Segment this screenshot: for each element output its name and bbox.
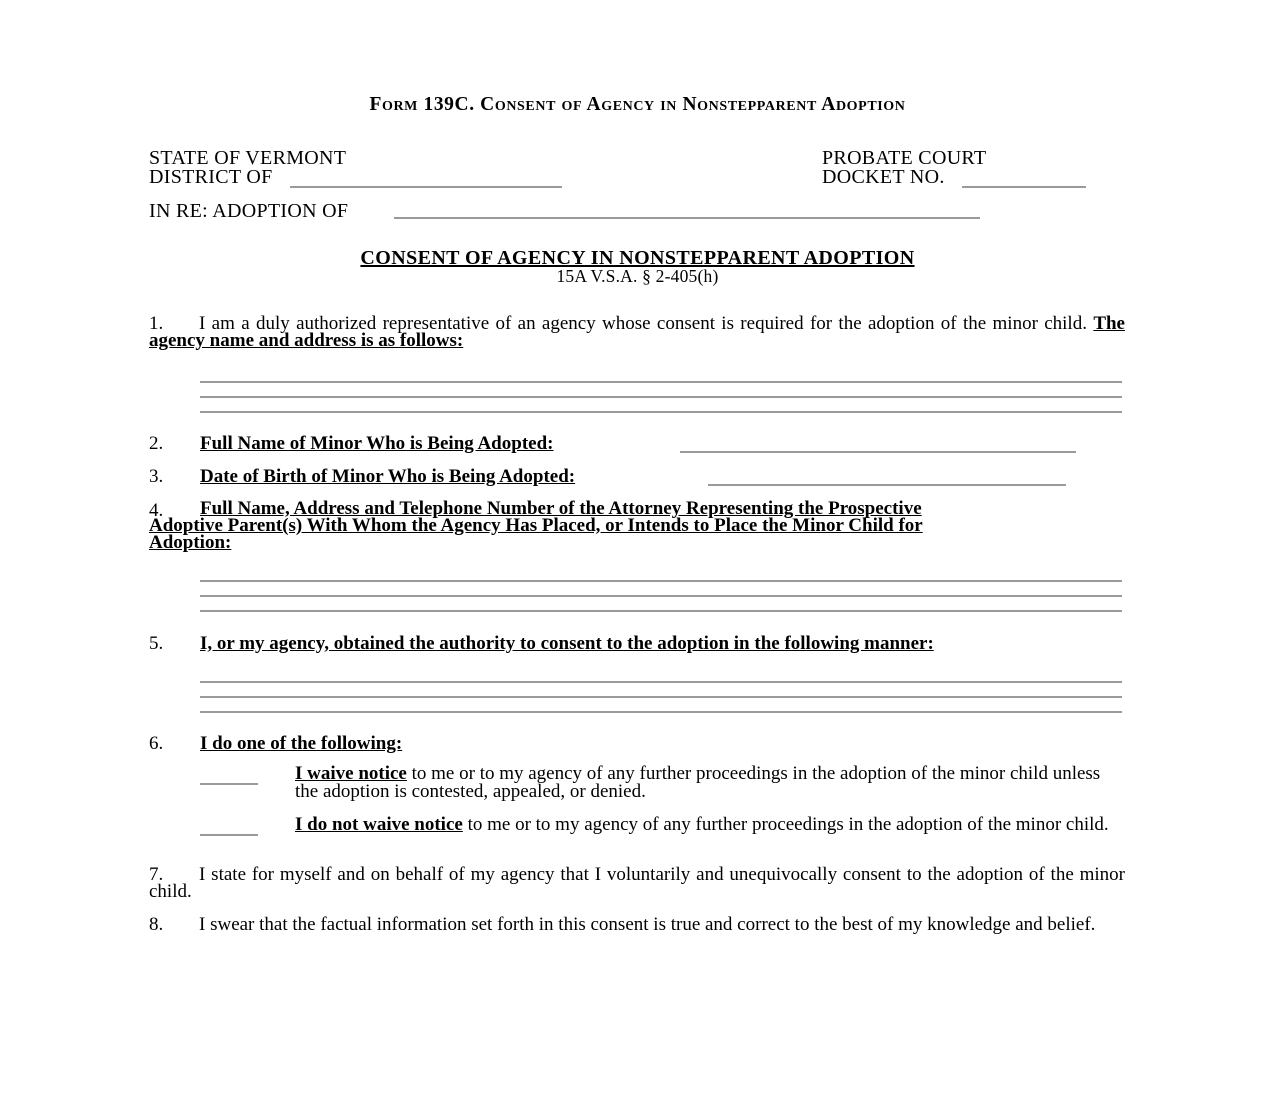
- district-fill-line[interactable]: [290, 186, 562, 188]
- option-a-bold-phrase: I waive notice: [295, 763, 407, 784]
- item-1-number: 1.: [149, 313, 164, 334]
- state-label: STATE OF VERMONT: [149, 147, 347, 169]
- form-title: Form 139C. Consent of Agency in Nonstepparent Adoption: [369, 94, 906, 115]
- item-4-heading-line-3: Adoption:: [149, 532, 232, 553]
- item-1-bold-phrase: The agency name and address is as follows:: [149, 313, 1125, 352]
- answer-line[interactable]: [200, 411, 1122, 413]
- item-2-number: 2.: [149, 433, 164, 454]
- item-6-number: 6.: [149, 733, 164, 754]
- statute-citation: 15A V.S.A. § 2-405(h): [556, 266, 719, 286]
- court-label: PROBATE COURT: [822, 147, 987, 169]
- item-8-number: 8.: [149, 914, 164, 935]
- answer-line[interactable]: [200, 595, 1122, 597]
- item-4-number: 4.: [149, 500, 164, 521]
- option-b-text: to me or to my agency of any further proceedings in the adoption of the minor child.: [462, 814, 1109, 835]
- item-4-heading: [149, 500, 1125, 551]
- item-7: [149, 864, 1125, 903]
- item-7-text: I state for myself and on behalf of my agency that I voluntarily and unequivocally consent to the adoption of the minor child.: [149, 864, 1125, 903]
- answer-line[interactable]: [200, 580, 1122, 582]
- item-5-heading: I, or my agency, obtained the authority to consent to the adoption in the following manner:: [200, 633, 934, 654]
- option-a-checkbox-line[interactable]: [200, 783, 258, 785]
- item-6-heading: I do one of the following:: [200, 733, 403, 754]
- in-re-label: IN RE: ADOPTION OF: [149, 200, 349, 222]
- item-4-heading-line-1: Full Name, Address and Telephone Number of the Attorney Representing the Prospective: [200, 498, 922, 519]
- item-4-heading-line-2: Adoptive Parent(s) With Whom the Agency Has Placed, or Intends to Place the Minor Child for: [149, 515, 923, 536]
- district-label: DISTRICT OF: [149, 166, 273, 188]
- docket-label: DOCKET NO.: [822, 166, 945, 188]
- item-8: [149, 916, 1125, 933]
- answer-line[interactable]: [200, 681, 1122, 683]
- item-3-fill-line[interactable]: [708, 484, 1066, 486]
- option-a: [295, 765, 1127, 800]
- option-b-bold-phrase: I do not waive notice: [295, 814, 463, 835]
- item-7-number: 7.: [149, 864, 164, 885]
- option-b: [295, 816, 1127, 834]
- answer-line[interactable]: [200, 396, 1122, 398]
- item-5-number: 5.: [149, 633, 164, 654]
- answer-line[interactable]: [200, 381, 1122, 383]
- answer-line[interactable]: [200, 711, 1122, 713]
- in-re-fill-line[interactable]: [394, 217, 980, 219]
- item-1: [149, 313, 1125, 352]
- item-1-text: I am a duly authorized representative of an agency whose consent is required for the adoption of the minor child.: [199, 313, 1094, 334]
- item-3-heading: Date of Birth of Minor Who is Being Adopted:: [200, 466, 576, 487]
- answer-line[interactable]: [200, 610, 1122, 612]
- answer-line[interactable]: [200, 696, 1122, 698]
- option-b-checkbox-line[interactable]: [200, 834, 258, 836]
- item-3-number: 3.: [149, 466, 164, 487]
- document-title-text: CONSENT OF AGENCY IN NONSTEPPARENT ADOPTION: [360, 247, 915, 269]
- option-a-text: to me or to my agency of any further proceedings in the adoption of the minor child unless the adoption is contested, appealed, or denied.: [295, 763, 1101, 802]
- item-8-text: I swear that the factual information set forth in this consent is true and correct to the best of my knowledge and belief.: [199, 914, 1096, 935]
- item-2-heading: Full Name of Minor Who is Being Adopted:: [200, 433, 554, 454]
- item-2-fill-line[interactable]: [680, 451, 1076, 453]
- docket-fill-line[interactable]: [962, 186, 1086, 188]
